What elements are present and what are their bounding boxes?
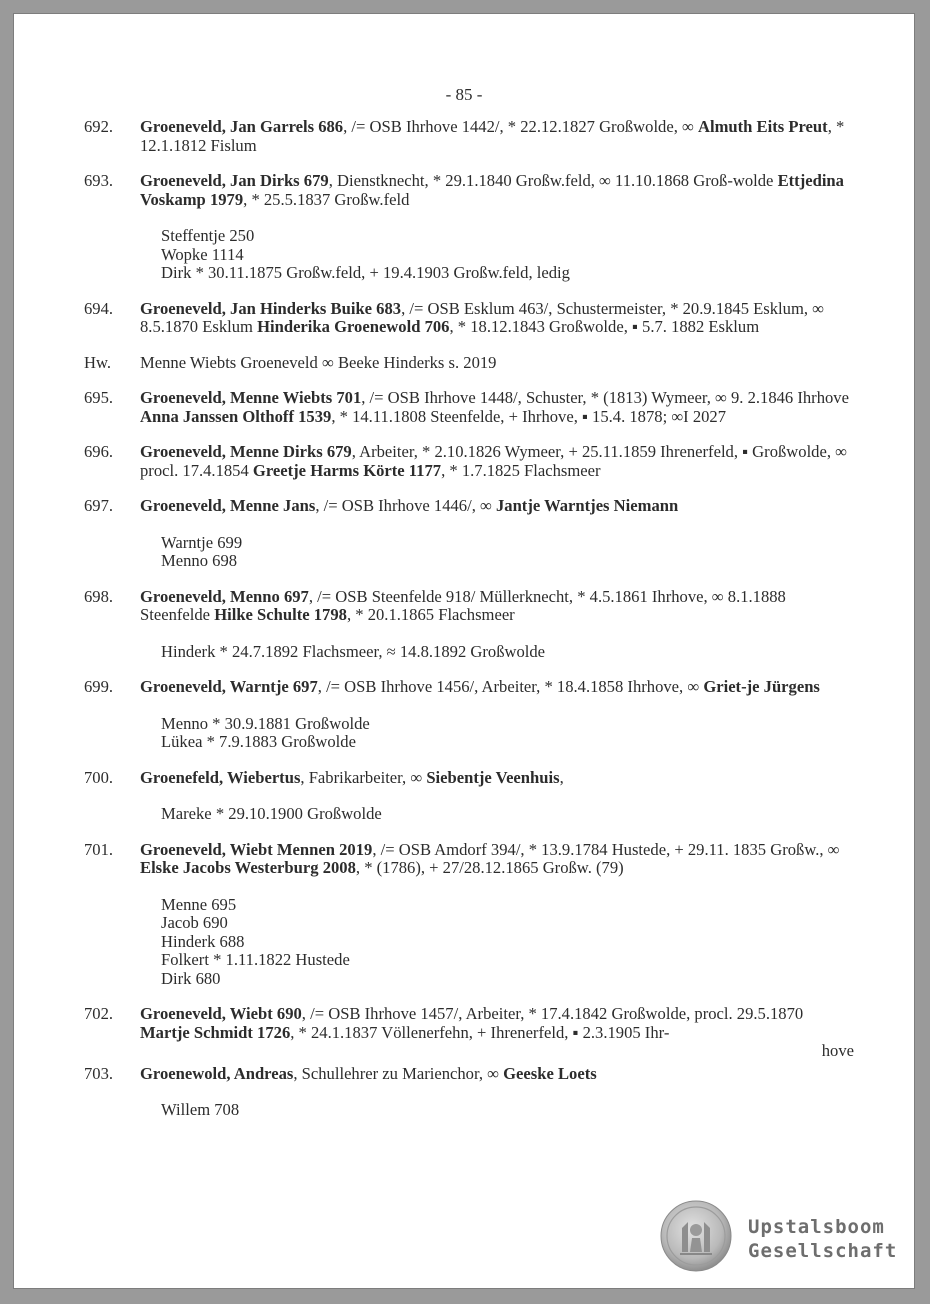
entry-698	[84, 588, 854, 662]
entry-694	[84, 300, 854, 337]
children-list	[161, 643, 854, 662]
entry-number: 697.	[84, 496, 114, 515]
spouse-name: Hinderika Groenewold 706	[257, 317, 450, 336]
entry-696	[84, 443, 854, 480]
entry-number: 696.	[84, 442, 114, 461]
entry-text: , * 18.12.1843 Großwolde, ▪ 5.7. 1882 Esklum	[449, 317, 760, 336]
spouse-name: Hilke Schulte 1798	[214, 605, 347, 624]
spouse-name: Greetje Harms Körte 1177	[252, 460, 442, 480]
entry-number: 692.	[84, 117, 114, 136]
child-item: Folkert * 1.11.1822 Hustede	[161, 950, 350, 969]
society-seal-icon	[660, 1200, 732, 1272]
entry-697	[84, 497, 854, 571]
entry-text: , /= OSB Ihrhove 1456/, Arbeiter, * 18.4.1858 Ihrhove, ∞	[317, 677, 704, 696]
entry-text: , Fabrikarbeiter, ∞	[300, 767, 427, 787]
child-item: Warntje 699	[161, 532, 243, 552]
person-name: Groeneveld, Warntje 697	[140, 677, 318, 696]
children-list	[161, 227, 854, 283]
children-list	[161, 805, 854, 824]
spouse-name: Elske Jacobs Westerburg 2008	[140, 858, 356, 877]
entry-text: , * 20.1.1865 Flachsmeer	[346, 605, 515, 624]
entry-701	[84, 841, 854, 989]
entry-text-continuation: hove	[821, 1041, 854, 1060]
children-list	[161, 534, 854, 571]
entry-703	[84, 1065, 854, 1120]
entry-text: , * (1786), + 27/28.12.1865 Großw. (79)	[355, 858, 624, 877]
child-item: Wopke 1114	[161, 244, 244, 264]
entry-hw	[84, 354, 854, 373]
entry-number: 701.	[84, 839, 114, 859]
spouse-name: Siebentje Veenhuis	[426, 767, 560, 787]
page-number: - 85 -	[445, 85, 483, 104]
entry-number: 699.	[84, 677, 114, 696]
person-name: Groeneveld, Menne Jans	[140, 496, 316, 515]
child-item: Steffentje 250	[161, 226, 255, 245]
person-name: Groeneveld, Jan Garrels 686	[140, 117, 344, 136]
entry-number: 700.	[84, 767, 114, 787]
society-name-line2: Gesellschaft	[748, 1240, 898, 1262]
entry-text: , * 12.1.1812 Fislum	[140, 117, 845, 155]
document-page	[14, 14, 914, 1288]
spouse-name: Jantje Warntjes Niemann	[495, 496, 679, 515]
child-item: Menno 698	[161, 551, 238, 570]
person-name: Groeneveld, Menne Dirks 679	[140, 442, 352, 461]
children-list	[161, 715, 854, 752]
society-name-line1: Upstalsboom	[748, 1216, 885, 1238]
child-item: Mareke * 29.10.1900 Großwolde	[161, 804, 382, 823]
child-item: Dirk 680	[161, 968, 221, 988]
entry-text: , Schullehrer zu Marienchor, ∞	[293, 1063, 504, 1083]
genealogy-entries	[84, 118, 854, 1137]
entry-number: 693.	[84, 171, 114, 190]
entry-692	[84, 118, 854, 155]
child-item: Hinderk 688	[161, 931, 245, 951]
entry-number: 694.	[84, 298, 114, 318]
entry-text: , /= OSB Ihrhove 1448/, Schuster, * (1813) Wymeer, ∞ 9. 2.1846 Ihrhove	[361, 388, 849, 407]
entry-text: , /= OSB Ihrhove 1442/, * 22.12.1827 Großwolde, ∞	[343, 117, 698, 136]
person-name: Groeneveld, Jan Dirks 679	[140, 171, 329, 190]
entry-text: , * 1.7.1825 Flachsmeer	[441, 460, 601, 480]
entry-text: , * 14.11.1808 Steenfelde, + Ihrhove, ▪ 15.4. 1878; ∞I 2027	[331, 406, 727, 426]
society-name	[748, 1215, 897, 1263]
spouse-name: Griet-je Jürgens	[703, 677, 820, 696]
entry-699	[84, 678, 854, 752]
child-item: Willem 708	[161, 1100, 240, 1119]
child-item: Hinderk * 24.7.1892 Flachsmeer, ≈ 14.8.1892 Großwolde	[161, 641, 546, 661]
entry-number: 698.	[84, 586, 114, 606]
entry-text: , * 25.5.1837 Großw.feld	[243, 189, 410, 209]
child-item: Menne 695	[161, 894, 237, 914]
person-name: Groeneveld, Jan Hinderks Buike 683	[140, 298, 402, 318]
spouse-name: Martje Schmidt 1726	[140, 1022, 291, 1042]
entry-text: , /= OSB Ihrhove 1457/, Arbeiter, * 17.4.1842 Großwolde, procl. 29.5.1870	[301, 1004, 804, 1023]
spouse-name: Anna Janssen Olthoff 1539	[140, 406, 332, 426]
person-name: Groenewold, Andreas	[140, 1063, 294, 1083]
spouse-name: Geeske Loets	[503, 1063, 597, 1083]
entry-number: 702.	[84, 1004, 114, 1023]
entry-number: Hw.	[84, 352, 112, 372]
spouse-name: Ettjedina Voskamp 1979	[140, 171, 844, 209]
entry-text: ,	[559, 767, 564, 787]
person-name: Groeneveld, Wiebt 690	[140, 1004, 302, 1023]
entry-text: , /= OSB Esklum 463/, Schustermeister, * 20.9.1845 Esklum, ∞ 8.5.1870 Esklum	[140, 298, 824, 336]
children-list	[161, 1101, 854, 1120]
entry-700	[84, 769, 854, 824]
children-list	[161, 896, 854, 989]
entry-text: , /= OSB Steenfelde 918/ Müllerknecht, * 4.5.1861 Ihrhove, ∞ 8.1.1888 Steenfelde	[140, 586, 786, 624]
entry-number: 703.	[84, 1063, 114, 1083]
entry-693	[84, 172, 854, 283]
child-item: Menno * 30.9.1881 Großwolde	[161, 713, 370, 733]
entry-text: , Arbeiter, * 2.10.1826 Wymeer, + 25.11.1859 Ihrenerfeld, ▪ Großwolde, ∞ procl. 17.4.1854	[140, 442, 847, 480]
entry-text: , /= OSB Ihrhove 1446/, ∞	[315, 496, 496, 515]
person-name: Groeneveld, Wiebt Mennen 2019	[140, 839, 373, 859]
entry-702	[84, 1005, 854, 1061]
person-name: Groeneveld, Menno 697	[140, 586, 309, 606]
entry-text: Menne Wiebts Groeneveld ∞ Beeke Hinderks s. 2019	[140, 352, 497, 372]
entry-text: , * 24.1.1837 Völlenerfehn, + Ihrenerfeld, ▪ 2.3.1905 Ihr-	[290, 1022, 670, 1042]
child-item: Lükea * 7.9.1883 Großwolde	[161, 732, 356, 751]
child-item: Jacob 690	[161, 913, 228, 932]
entry-695	[84, 389, 854, 426]
person-name: Groenefeld, Wiebertus	[140, 767, 301, 787]
spouse-name: Almuth Eits Preut	[698, 117, 828, 136]
entry-text: , /= OSB Amdorf 394/, * 13.9.1784 Hustede, + 29.11. 1835 Großw., ∞	[372, 839, 840, 859]
entry-text: , Dienstknecht, * 29.1.1840 Großw.feld, ∞ 11.10.1868 Groß-wolde	[328, 171, 778, 190]
entry-number: 695.	[84, 388, 114, 407]
person-name: Groeneveld, Menne Wiebts 701	[140, 388, 362, 407]
child-item: Dirk * 30.11.1875 Großw.feld, + 19.4.1903 Großw.feld, ledig	[161, 263, 570, 282]
